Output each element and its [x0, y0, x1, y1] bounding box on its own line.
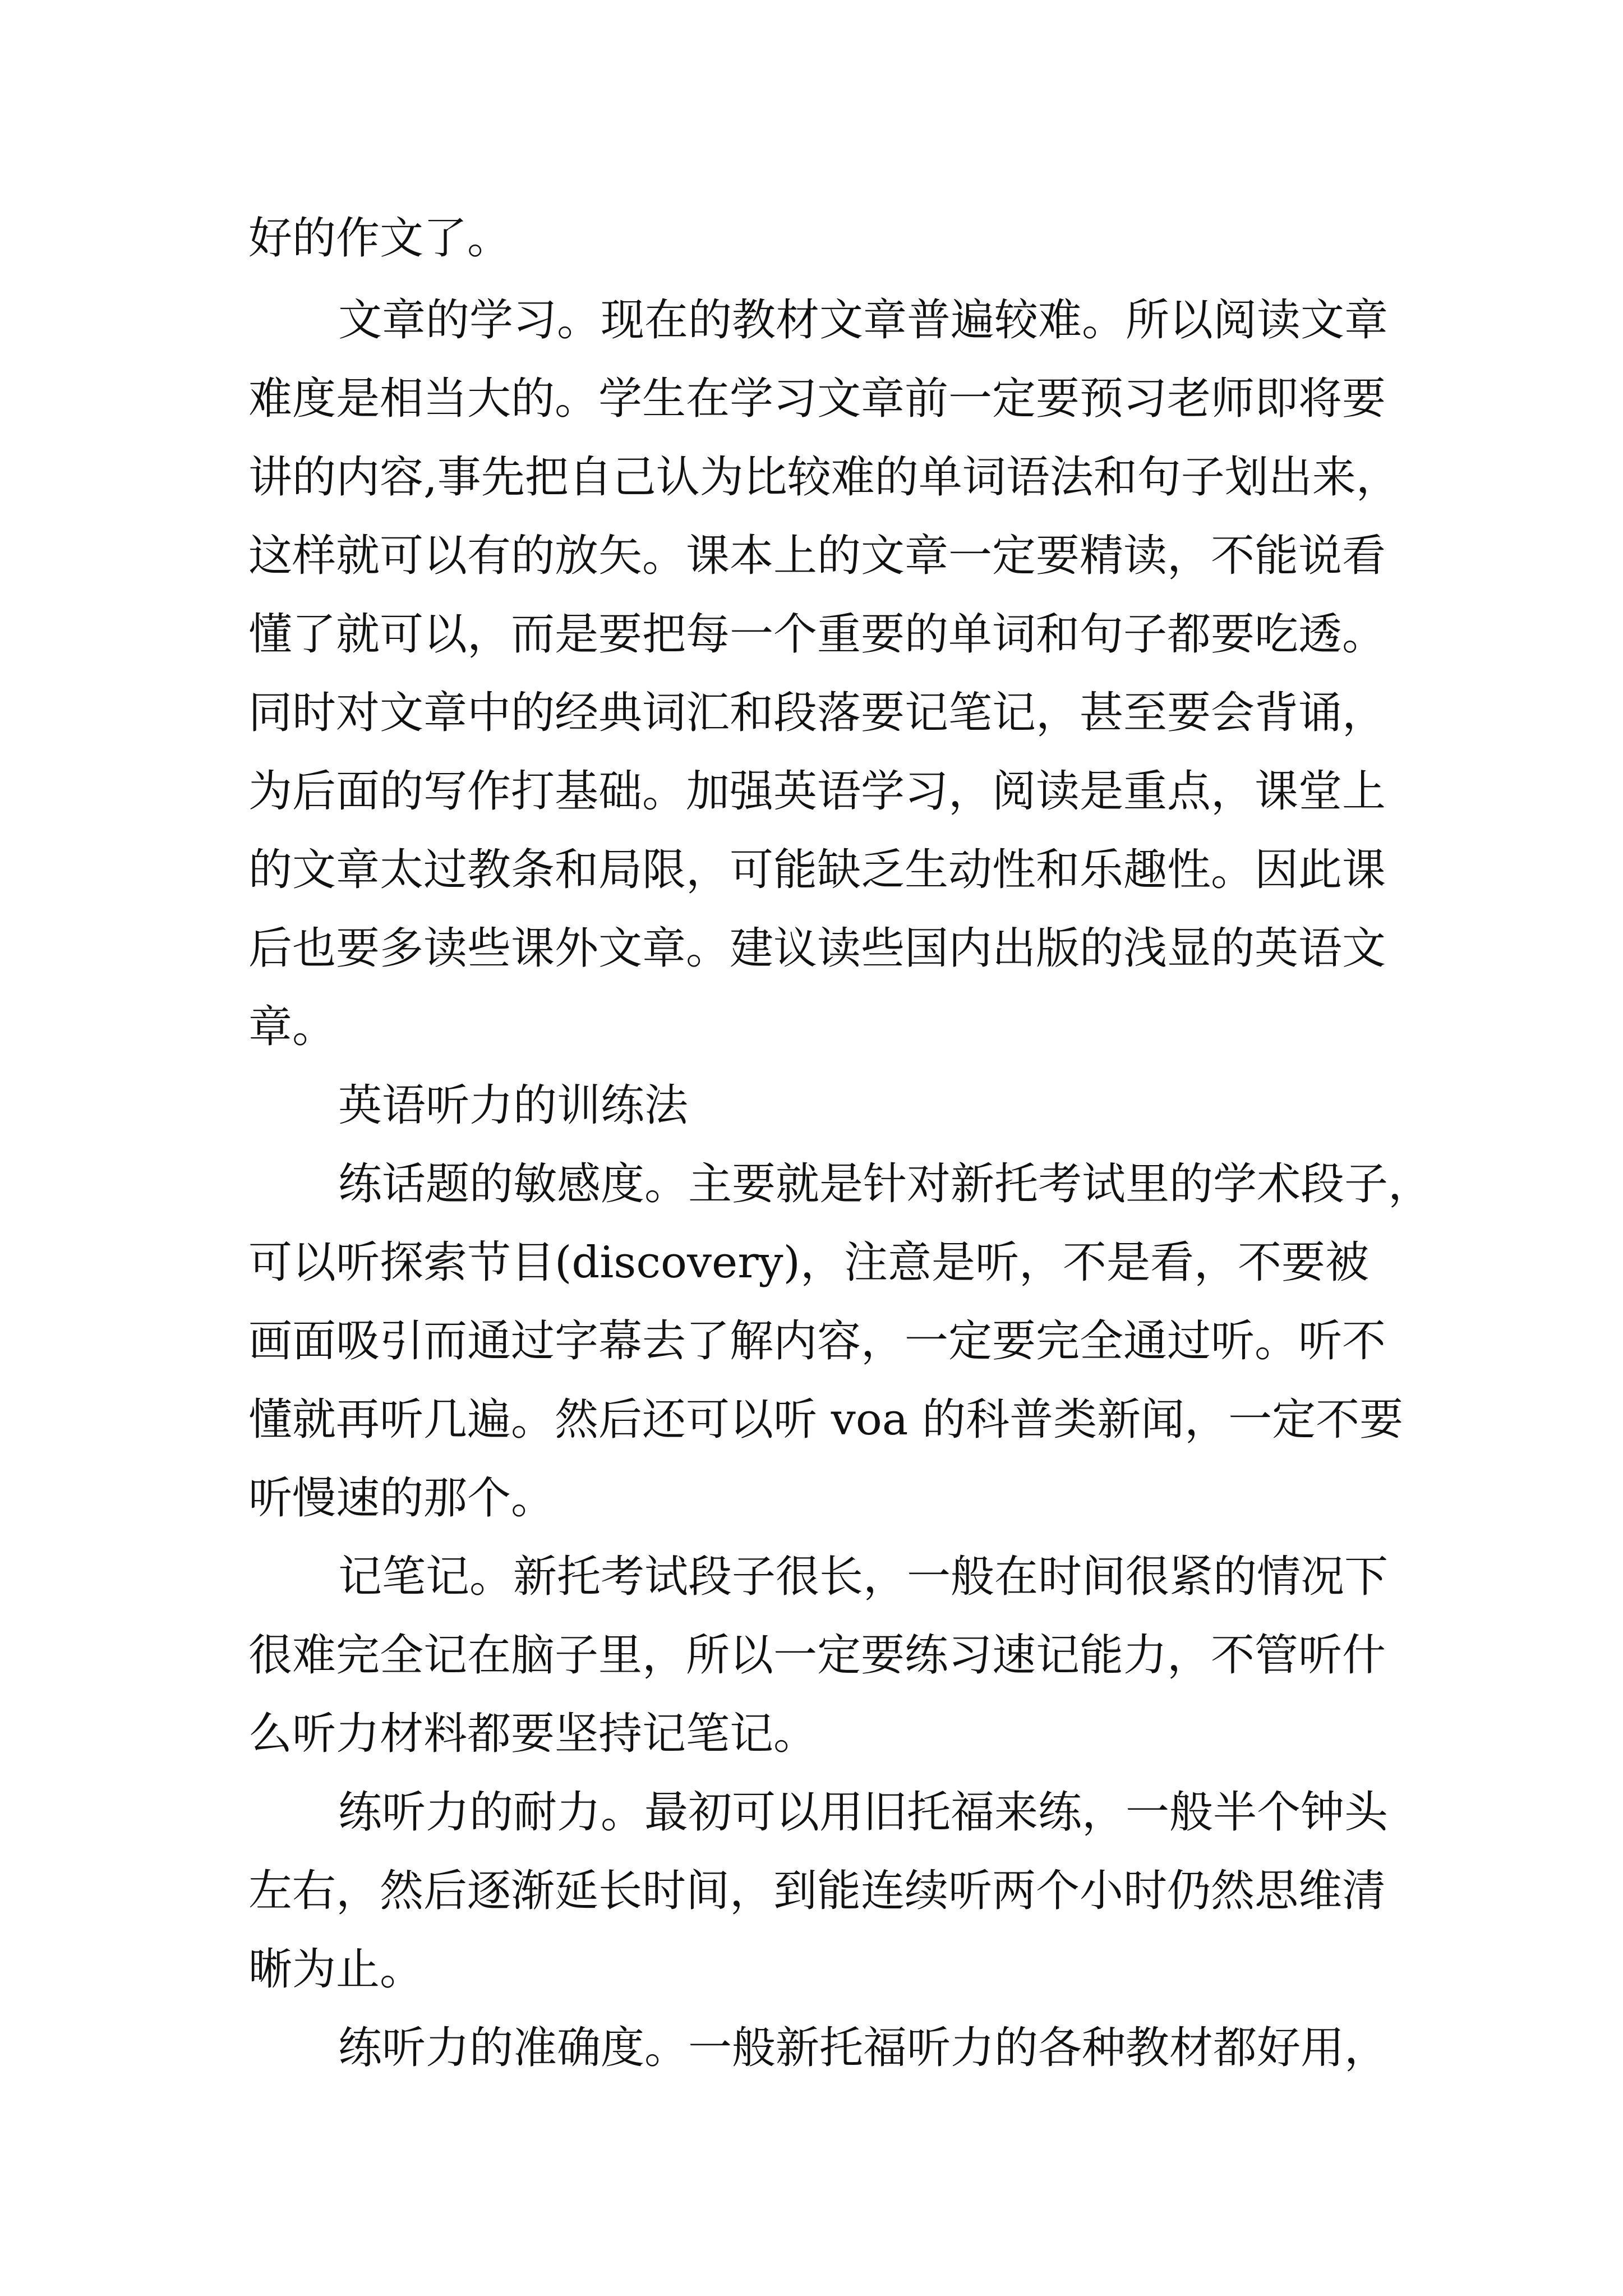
text-line: 同时对文章中的经典词汇和段落要记笔记，甚至要会背诵，	[248, 688, 1386, 738]
text-line: 懂就再听几遍。然后还可以听 voa 的科普类新闻，一定不要	[248, 1395, 1404, 1445]
paragraph-start-line: 练听力的耐力。最初可以用旧托福来练，一般半个钟头	[338, 1787, 1389, 1838]
text-line: 难度是相当大的。学生在学习文章前一定要预习老师即将要	[248, 374, 1386, 424]
text-line: 听慢速的那个。	[248, 1473, 555, 1524]
paragraph-start-line: 记笔记。新托考试段子很长，一般在时间很紧的情况下	[338, 1552, 1389, 1602]
text-line: 为后面的写作打基础。加强英语学习，阅读是重点，课堂上	[248, 766, 1386, 817]
text-line: 么听力材料都要坚持记笔记。	[248, 1709, 818, 1759]
text-line: 后也要多读些课外文章。建议读些国内出版的浅显的英语文	[248, 923, 1386, 974]
text-line: 可以听探索节目(discovery)，注意是听，不是看，不要被	[248, 1237, 1369, 1288]
text-line: 左右，然后逐渐延长时间，到能连续听两个小时仍然思维清	[248, 1866, 1386, 1916]
text-line: 好的作文了。	[248, 213, 511, 264]
text-line: 晰为止。	[248, 1944, 424, 1995]
text-line: 的文章太过教条和局限，可能缺乏生动性和乐趣性。因此课	[248, 845, 1386, 895]
text-line: 很难完全记在脑子里，所以一定要练习速记能力，不管听什	[248, 1630, 1386, 1681]
paragraph-start-line: 文章的学习。现在的教材文章普遍较难。所以阅读文章	[338, 295, 1389, 346]
text-line: 讲的内容,事先把自己认为比较难的单词语法和句子划出来，	[248, 452, 1400, 503]
text-line: 这样就可以有的放矢。课本上的文章一定要精读，不能说看	[248, 531, 1386, 581]
text-line: 懂了就可以，而是要把每一个重要的单词和句子都要吃透。	[248, 609, 1386, 660]
paragraph-start-line: 练话题的敏感度。主要就是针对新托考试里的学术段子，	[338, 1159, 1432, 1209]
paragraph-start-line: 练听力的准确度。一般新托福听力的各种教材都好用，	[338, 2023, 1389, 2073]
text-line: 画面吸引而通过字幕去了解内容，一定要完全通过听。听不	[248, 1316, 1386, 1366]
section-heading: 英语听力的训练法	[338, 1080, 689, 1131]
text-line: 章。	[248, 1002, 336, 1052]
